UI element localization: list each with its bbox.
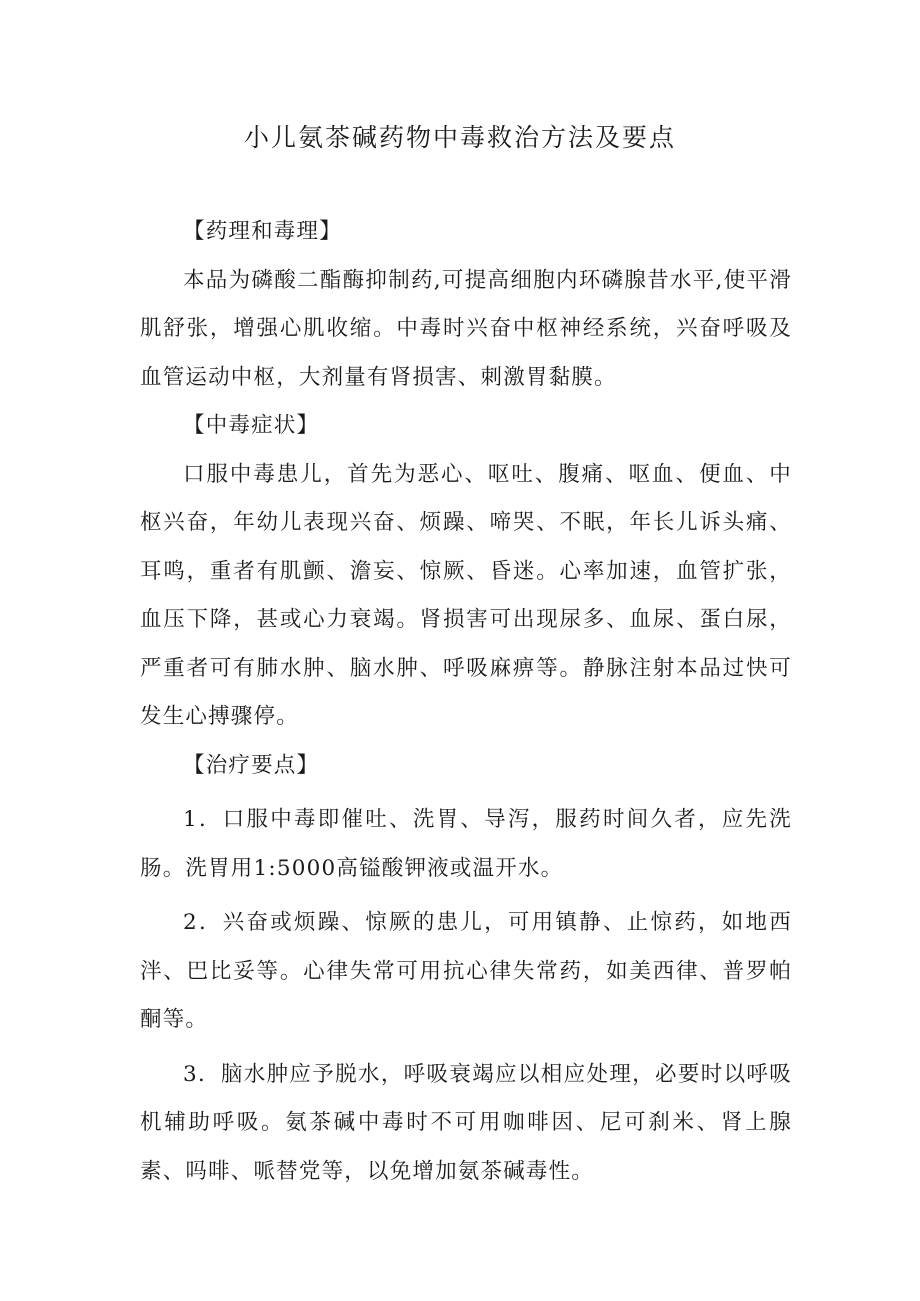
- section-heading-symptoms: 【中毒症状】: [183, 413, 320, 438]
- treatment-item-1: 1．口服中毒即催吐、洗胃、导泻，服药时间久者，应先洗肠。洗胃用1:5000高镒酸钾液或温开水。: [140, 807, 792, 881]
- treatment-item-2: 2．兴奋或烦躁、惊厥的患儿，可用镇静、止惊药，如地西泮、巴比妥等。心律失常可用抗心律失常药，如美西律、普罗帕酮等。: [140, 910, 792, 1032]
- paragraph-pharmacology: 本品为磷酸二酯酶抑制药,可提高细胞内环磷腺昔水平,使平滑肌舒张，增强心肌收缩。中毒时兴奋中枢神经系统，兴奋呼吸及血管运动中枢，大剂量有肾损害、刺激胃黏膜。: [140, 267, 792, 390]
- section-heading-treatment: 【治疗要点】: [183, 752, 320, 778]
- document-body: [140, 208, 792, 1196]
- section-heading-pharmacology: 【药理和毒理】: [183, 219, 342, 244]
- document-title: 小儿氨茶碱药物中毒救治方法及要点: [243, 123, 676, 152]
- paragraph-symptoms: 口服中毒患儿，首先为恶心、呕吐、腹痛、呕血、便血、中枢兴奋，年幼儿表现兴奋、烦躁、啼哭、不眠，年长儿诉头痛、耳鸣，重者有肌颤、澹妄、惊厥、昏迷。心率加速，血管扩张，血压下降，甚或心力衰竭。肾损害可出现尿多、血尿、蛋白尿，严重者可有肺水肿、脑水肿、呼吸麻痹等。静脉注射本品过快可发生心搏骤停。: [140, 461, 792, 729]
- treatment-item-3: 3．脑水肿应予脱水，呼吸衰竭应以相应处理，必要时以呼吸机辅助呼吸。氨茶碱中毒时不可用咖啡因、尼可刹米、肾上腺素、吗啡、哌替党等，以免增加氨茶碱毒性。: [140, 1061, 792, 1184]
